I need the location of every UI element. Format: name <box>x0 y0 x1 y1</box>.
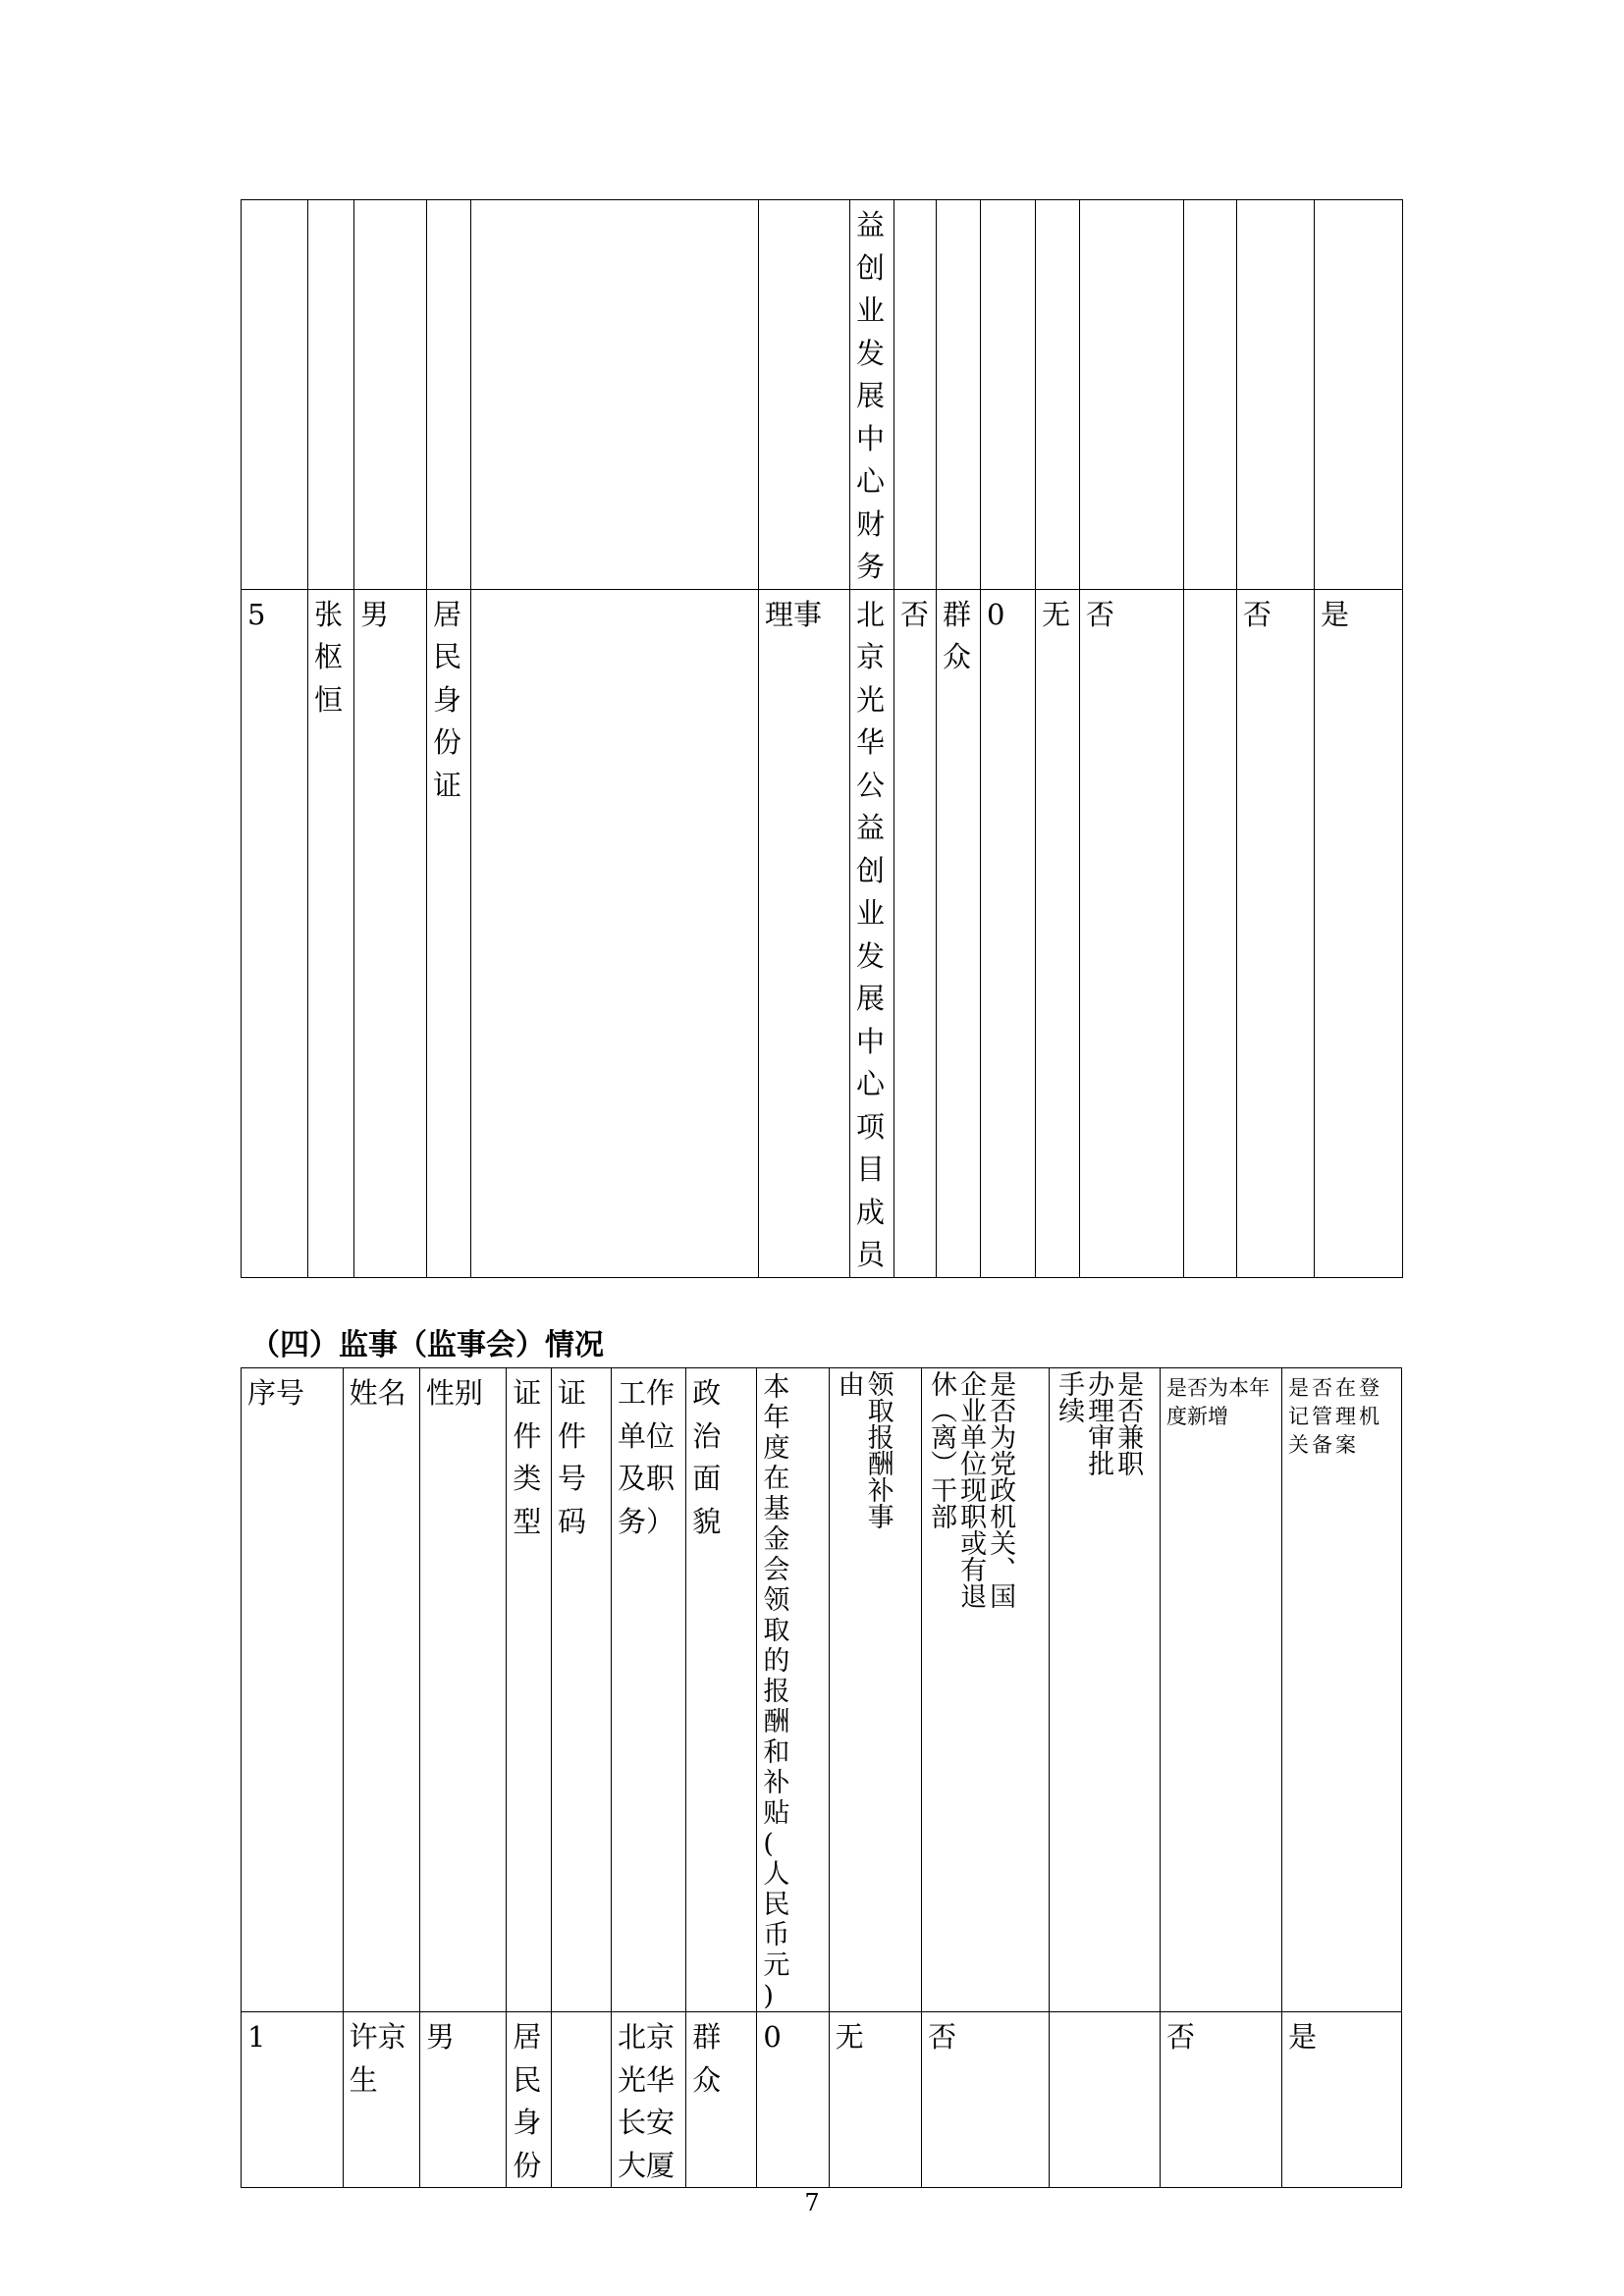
table-row <box>242 589 1403 1277</box>
work-unit-cell: 益创业发展中心财务 <box>850 200 894 590</box>
id-type-cell: 居民身份 <box>507 2012 552 2188</box>
header-cell: 是否兼职办理审批手续 <box>1050 1368 1161 2012</box>
table-row <box>242 200 1403 590</box>
work-unit-cell: 北京光华公益创业发展中心项目成员 <box>850 589 894 1277</box>
header-cell: 姓名 <box>343 1368 419 2012</box>
civil-servant-cell: 否 <box>922 2012 1050 2188</box>
remuneration-cell: 0 <box>757 2012 829 2188</box>
remuneration-cell: 0 <box>981 589 1036 1277</box>
cell: 否 <box>1080 589 1184 1277</box>
cell <box>1315 200 1403 590</box>
header-cell: 证件号码 <box>552 1368 612 2012</box>
header-cell: 本年度在基金会领取的报酬和补贴(人民币元) <box>757 1368 829 2012</box>
approval-cell <box>1050 2012 1161 2188</box>
cell <box>937 200 981 590</box>
new-this-year-cell: 否 <box>1160 2012 1281 2188</box>
header-cell: 工作单位及职务） <box>612 1368 686 2012</box>
gender-cell: 男 <box>354 589 427 1277</box>
table-row <box>242 2012 1402 2188</box>
name-cell: 许京生 <box>343 2012 419 2188</box>
work-unit-cell: 北京光华长安大厦 <box>612 2012 686 2188</box>
header-cell: 是否为党政机关、国企业单位现职或有退休（离）干部 <box>922 1368 1050 2012</box>
row-number-cell <box>242 200 308 590</box>
cell: 否 <box>1237 589 1315 1277</box>
cell <box>1184 200 1237 590</box>
cell: 是 <box>1315 589 1403 1277</box>
id-type-cell: 居民身份证 <box>427 589 471 1277</box>
gender-cell <box>354 200 427 590</box>
cell <box>981 200 1036 590</box>
cell <box>894 200 937 590</box>
cell <box>1237 200 1315 590</box>
page-number: 7 <box>804 2189 820 2216</box>
supervisors-table <box>241 1367 1402 2188</box>
name-cell <box>308 200 354 590</box>
id-type-cell <box>427 200 471 590</box>
header-cell: 是否在登记管理机关备案 <box>1281 1368 1401 2012</box>
cell <box>1036 200 1080 590</box>
board-members-table <box>241 199 1403 1278</box>
header-cell: 证件类型 <box>507 1368 552 2012</box>
civil-servant-cell: 否 <box>894 589 937 1277</box>
political-status-cell: 群众 <box>937 589 981 1277</box>
role-cell: 理事 <box>759 589 850 1277</box>
political-status-cell: 群众 <box>686 2012 757 2188</box>
cell <box>1080 200 1184 590</box>
section-title: （四）监事（监事会）情况 <box>250 1328 604 1362</box>
id-number-cell <box>471 200 759 590</box>
header-cell: 是否为本年度新增 <box>1160 1368 1281 2012</box>
id-number-cell <box>471 589 759 1277</box>
reason-cell: 无 <box>1036 589 1080 1277</box>
header-row <box>242 1368 1402 2012</box>
header-cell: 性别 <box>419 1368 506 2012</box>
role-cell <box>759 200 850 590</box>
header-cell: 政治面貌 <box>686 1368 757 2012</box>
reason-cell: 无 <box>829 2012 922 2188</box>
id-number-cell <box>552 2012 612 2188</box>
registered-cell: 是 <box>1281 2012 1401 2188</box>
name-cell: 张枢恒 <box>308 589 354 1277</box>
header-cell: 序号 <box>242 1368 344 2012</box>
header-cell: 领取报酬补事由 <box>829 1368 922 2012</box>
row-number-cell: 1 <box>242 2012 344 2188</box>
cell <box>1184 589 1237 1277</box>
gender-cell: 男 <box>419 2012 506 2188</box>
row-number-cell: 5 <box>242 589 308 1277</box>
